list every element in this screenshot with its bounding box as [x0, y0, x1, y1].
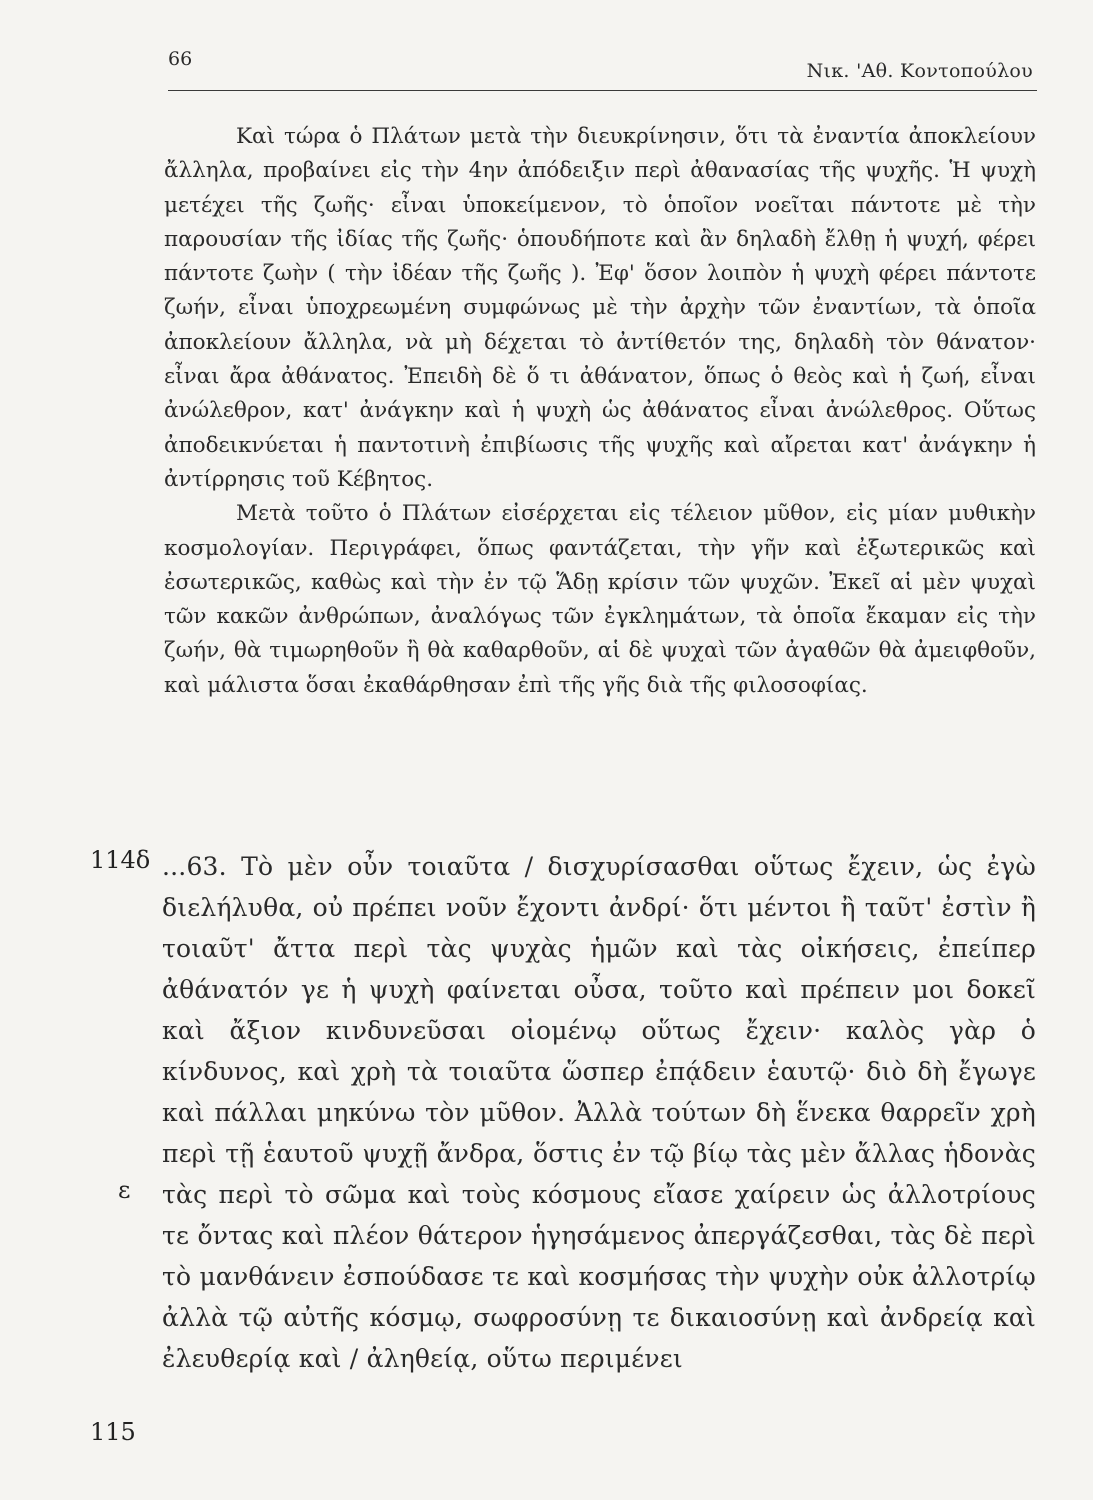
- page-number: 66: [168, 48, 193, 70]
- margin-reference: 115: [90, 1418, 136, 1446]
- source-text: [162, 846, 1036, 1379]
- source-paragraph: ...63. Τὸ μὲν οὖν τοιαῦτα / δισχυρίσασθαι οὕτως ἔχειν, ὡς ἐγὼ διελήλυθα, οὐ πρέπει νοῦν ἔχοντι ἀνδρί· ὅτι μέντοι ἢ ταῦτ' ἐστὶν ἢ τοιαῦτ' ἄττα περὶ τὰς ψυχὰς ἡμῶν καὶ τὰς οἰκήσεις, ἐπείπερ ἀθάνατόν γε ἡ ψυχὴ φαίνεται οὖσα, τοῦτο καὶ πρέπειν μοι δοκεῖ καὶ ἄξιον κινδυνεῦσαι οἰομένῳ οὕτως ἔχειν· καλὸς γὰρ ὁ κίνδυνος, καὶ χρὴ τὰ τοιαῦτα ὥσπερ ἐπᾴδειν ἑαυτῷ· διὸ δὴ ἔγωγε καὶ πάλλαι μηκύνω τὸν μῦθον. Ἀλλὰ τούτων δὴ ἕνεκα θαρρεῖν χρὴ περὶ τῇ ἑαυτοῦ ψυχῇ ἄνδρα, ὅστις ἐν τῷ βίῳ τὰς μὲν ἄλλας ἡδονὰς τὰς περὶ τὸ σῶμα καὶ τοὺς κόσμους εἴασε χαίρειν ὡς ἀλλοτρίους τε ὄντας καὶ πλέον θάτερον ἡγησάμενος ἀπεργάζεσθαι, τὰς δὲ περὶ τὸ μανθάνειν ἐσπούδασε τε καὶ κοσμήσας τὴν ψυχὴν οὐκ ἀλλοτρίῳ ἀλλὰ τῷ αὐτῆς κόσμῳ, σωφροσύνῃ τε δικαιοσύνῃ καὶ ἀνδρείᾳ καὶ ἐλευθερίᾳ καὶ / ἀληθείᾳ, οὕτω περιμένει: [162, 852, 1036, 1373]
- margin-reference: 114δ: [90, 846, 151, 874]
- running-head: Νικ. 'Αθ. Κοντοπούλου: [806, 60, 1033, 82]
- commentary-paragraph: Μετὰ τοῦτο ὁ Πλάτων εἰσέρχεται εἰς τέλειον μῦθον, εἰς μίαν μυθικὴν κοσμολογίαν. Περιγράφει, ὅπως φαντάζεται, τὴν γῆν καὶ ἐξωτερικῶς καὶ ἐσωτερικῶς, καθὼς καὶ τὴν ἐν τῷ Ἅδῃ κρίσιν τῶν ψυχῶν. Ἐκεῖ αἱ μὲν ψυχαὶ τῶν κακῶν ἀνθρώπων, ἀναλόγως τῶν ἐγκλημάτων, τὰ ὁποῖα ἔκαμαν εἰς τὴν ζωήν, θὰ τιμωρηθοῦν ἢ θὰ καθαρθοῦν, αἱ δὲ ψυχαὶ τῶν ἀγαθῶν θὰ ἀμειφθοῦν, καὶ μάλιστα ὅσαι ἐκαθάρθησαν ἐπὶ τῆς γῆς διὰ τῆς φιλοσοφίας.: [164, 501, 1036, 698]
- commentary-paragraph: Καὶ τώρα ὁ Πλάτων μετὰ τὴν διευκρίνησιν, ὅτι τὰ ἐναντία ἀποκλείουν ἄλληλα, προβαίνει εἰς τὴν 4ην ἀπόδειξιν περὶ ἀθανασίας τῆς ψυχῆς. Ἡ ψυχὴ μετέχει τῆς ζωῆς· εἶναι ὑποκείμενον, τὸ ὁποῖον νοεῖται πάντοτε μὲ τὴν παρουσίαν τῆς ἰδίας τῆς ζωῆς· ὁπουδήποτε καὶ ἂν δηλαδὴ ἔλθῃ ἡ ψυχή, φέρει πάντοτε ζωὴν ( τὴν ἰδέαν τῆς ζωῆς ). Ἐφ' ὅσον λοιπὸν ἡ ψυχὴ φέρει πάντοτε ζωήν, εἶναι ὑποχρεωμένη συμφώνως μὲ τὴν ἀρχὴν τῶν ἐναντίων, τὰ ὁποῖα ἀποκλείουν ἄλληλα, νὰ μὴ δέχεται τὸ ἀντίθετόν της, δηλαδὴ τὸν θάνατον· εἶναι ἄρα ἀθάνατος. Ἐπειδὴ δὲ ὅ τι ἀθάνατον, ὅπως ὁ θεὸς καὶ ἡ ζωή, εἶναι ἀνώλεθρον, κατ' ἀνάγκην καὶ ἡ ψυχὴ ὡς ἀθάνατος εἶναι ἀνώλεθρος. Οὕτως ἀποδεικνύεται ἡ παντοτινὴ ἐπιβίωσις τῆς ψυχῆς καὶ αἴρεται κατ' ἀνάγκην ἡ ἀντίρρησις τοῦ Κέβητος.: [164, 124, 1036, 492]
- commentary-text: [164, 120, 1036, 703]
- margin-reference: ε: [118, 1176, 131, 1204]
- page-header: [168, 42, 1037, 91]
